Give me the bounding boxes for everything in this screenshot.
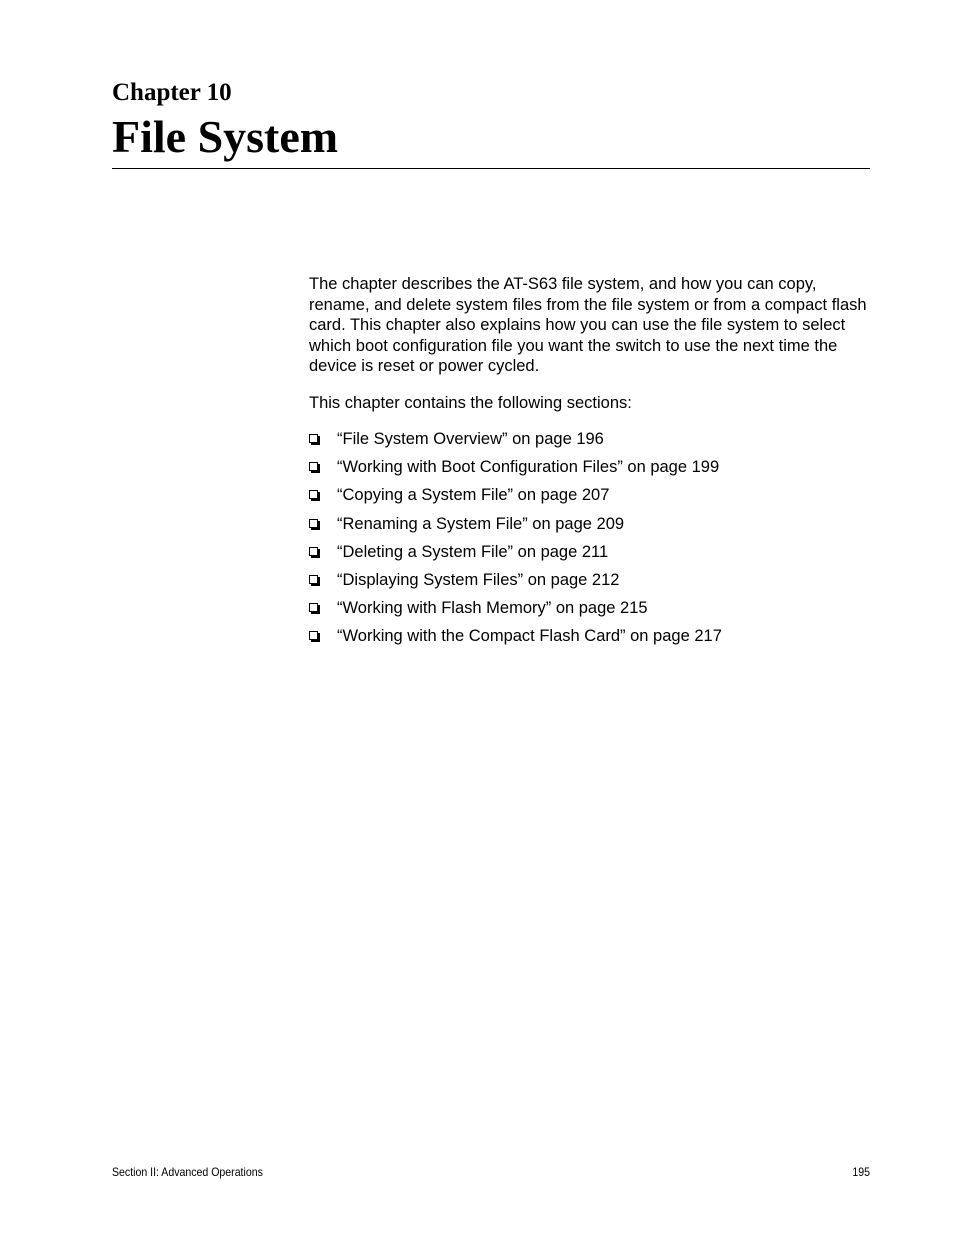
checkbox-bullet-icon: [309, 519, 318, 528]
checkbox-bullet-icon: [309, 547, 318, 556]
section-link-text[interactable]: “Deleting a System File” on page 211: [337, 542, 609, 561]
section-link-text[interactable]: “Working with the Compact Flash Card” on page 217: [337, 627, 722, 646]
chapter-label: Chapter 10: [112, 79, 232, 106]
checkbox-bullet-icon: [309, 575, 318, 584]
footer-page-number: 195: [852, 1165, 870, 1179]
chapter-title: File System: [112, 111, 339, 162]
section-list-item[interactable]: [309, 429, 869, 457]
section-list-item[interactable]: [309, 570, 869, 598]
checkbox-bullet-icon: [309, 462, 318, 471]
checkbox-bullet-icon: [309, 631, 318, 640]
intro-paragraph: The chapter describes the AT-S63 file system, and how you can copy, rename, and delete system files from the file system or from a compact flash card. This chapter also explains how you can use the file system to select which boot configuration file you want the switch to use the next time the device is reset or power cycled.: [309, 275, 867, 375]
section-link-text[interactable]: “Working with Boot Configuration Files” on page 199: [337, 458, 720, 477]
checkbox-bullet-icon: [309, 434, 318, 443]
section-list-item[interactable]: [309, 514, 869, 542]
section-list-item[interactable]: [309, 457, 869, 485]
section-link-text[interactable]: “Copying a System File” on page 207: [337, 486, 610, 505]
section-list-item[interactable]: [309, 626, 869, 654]
chapter-content: [309, 274, 869, 655]
section-link-text[interactable]: “Working with Flash Memory” on page 215: [337, 599, 648, 618]
section-list-item[interactable]: [309, 485, 869, 513]
footer-section-name: Section II: Advanced Operations: [112, 1165, 263, 1179]
section-list-item[interactable]: [309, 542, 869, 570]
section-link-text[interactable]: “Displaying System Files” on page 212: [337, 570, 620, 589]
title-divider: [112, 168, 870, 169]
checkbox-bullet-icon: [309, 603, 318, 612]
sections-lead: This chapter contains the following sections:: [309, 393, 632, 412]
section-link-text[interactable]: “Renaming a System File” on page 209: [337, 514, 625, 533]
section-link-text[interactable]: “File System Overview” on page 196: [337, 430, 604, 448]
checkbox-bullet-icon: [309, 490, 318, 499]
section-list-item[interactable]: [309, 598, 869, 626]
section-list: [309, 429, 869, 655]
